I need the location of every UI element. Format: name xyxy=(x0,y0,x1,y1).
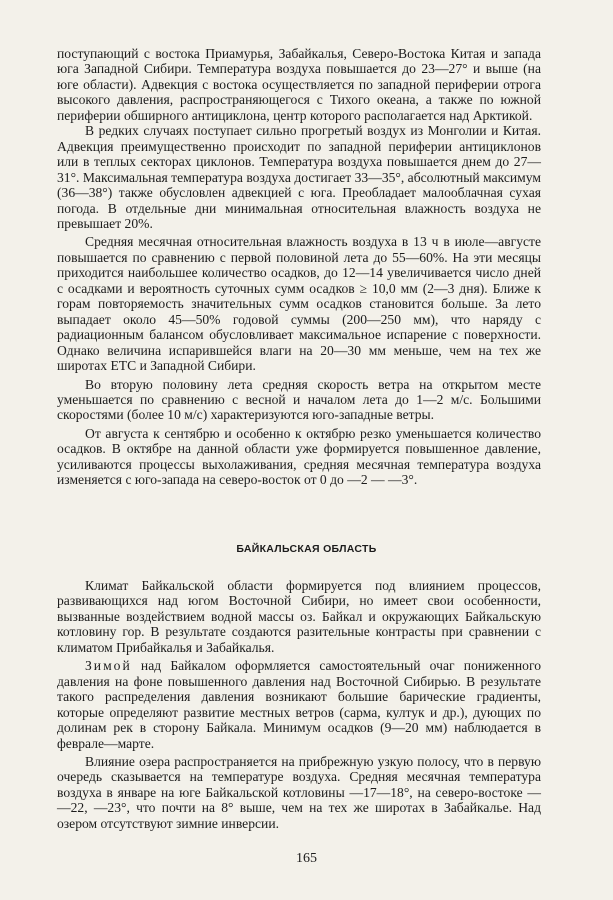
page-number: 165 xyxy=(296,851,317,866)
paragraph-4: Во вторую половину лета средняя скорость ветра на открытом месте уменьшается по сравнению с весной и началом лета до 1—2 м/с. Большими скоростями (более 10 м/с) характеризуются юго-западные ветры. xyxy=(57,376,541,423)
paragraph-2: В редких случаях поступает сильно прогретый воздух из Монголии и Китая. Адвекция преимущественно происходит по западной периферии антициклонов или в теплых секторах циклонов. Температура воздуха повышается днем до 27—31°. Максимальная температура воздуха достигает 33—35°, абсолютный максимум (36—38°) также обусловлен адвекцией с юга. Преобладает малооблачная сухая погода. В отдельные дни минимальная относительная влажность воздуха не превышает 20%. xyxy=(57,123,541,231)
season-lead-word: Зимой xyxy=(85,658,132,674)
upper-text-block xyxy=(57,46,541,488)
paragraph-7-text: над Байкалом оформляется самостоятельный очаг пониженного давления на фоне повышенного давления над Восточной Сибирью. В результате такого распределения давления возникают большие барические градиенты, которые определяют развитие местных ветров (сарма, култук и др.), дующих по долинам рек в сторону Байкала. Минимум осадков (9—20 мм) наблюдается в феврале—марте. xyxy=(57,658,541,751)
paragraph-1: поступающий с востока Приамурья, Забайкалья, Северо-Востока Китая и запада юга Западной Сибири. Температура воздуха повышается до 23—27° и выше (на юге области). Адвекция с востока осуществляется по западной периферии отрога высокого давления, распространяющегося с Тихого океана, а также по южной периферии обширного антициклона, центр которого располагается над Арктикой. xyxy=(57,46,541,123)
paragraph-3: Средняя месячная относительная влажность воздуха в 13 ч в июле—августе повышается по сравнению с первой половиной лета до 55—60%. На эти месяцы приходится наибольшее количество осадков, до 12—14 увеличивается число дней с осадками и вероятность суточных сумм осадков ≥ 10,0 мм (2—3 дня). Ближе к горам повторяемость значительных сумм осадков становится больше. За лето выпадает около 45—50% годовой суммы (200—250 мм), что наряду с радиационным балансом обусловливает максимальное испарение с поверхности. Однако величина испарившейся влаги на 20—30 мм меньше, чем на тех же широтах ЕТС и Западной Сибири. xyxy=(57,234,541,374)
paragraph-7 xyxy=(57,658,541,751)
paragraph-5: От августа к сентябрю и особенно к октябрю резко уменьшается количество осадков. В октябре на данной области уже формируется повышенное давление, усиливаются процессы выхолаживания, средняя месячная температура воздуха изменяется с юго-запада на северо-восток от 0 до —2 — —3°. xyxy=(57,425,541,488)
paragraph-8: Влияние озера распространяется на прибрежную узкую полосу, что в первую очередь сказывается на температуре воздуха. Средняя месячная температура воздуха в январе на юге Байкальской котловины —17—18°, на северо-востоке — —22, —23°, что почти на 8° выше, чем на тех же широтах в Забайкалье. Над озером отсутствуют зимние инверсии. xyxy=(57,753,541,831)
lower-text-block xyxy=(57,578,541,831)
paragraph-6: Климат Байкальской области формируется под влиянием процессов, развивающихся над югом Восточной Сибири, но имеет свои особенности, вызванные воздействием водной массы оз. Байкал и окружающих Байкальскую котловину гор. В результате создаются разительные контрасты при сравнении с климатом Прибайкалья и Забайкалья. xyxy=(57,578,541,655)
section-heading: БАЙКАЛЬСКАЯ ОБЛАСТЬ xyxy=(236,543,377,555)
